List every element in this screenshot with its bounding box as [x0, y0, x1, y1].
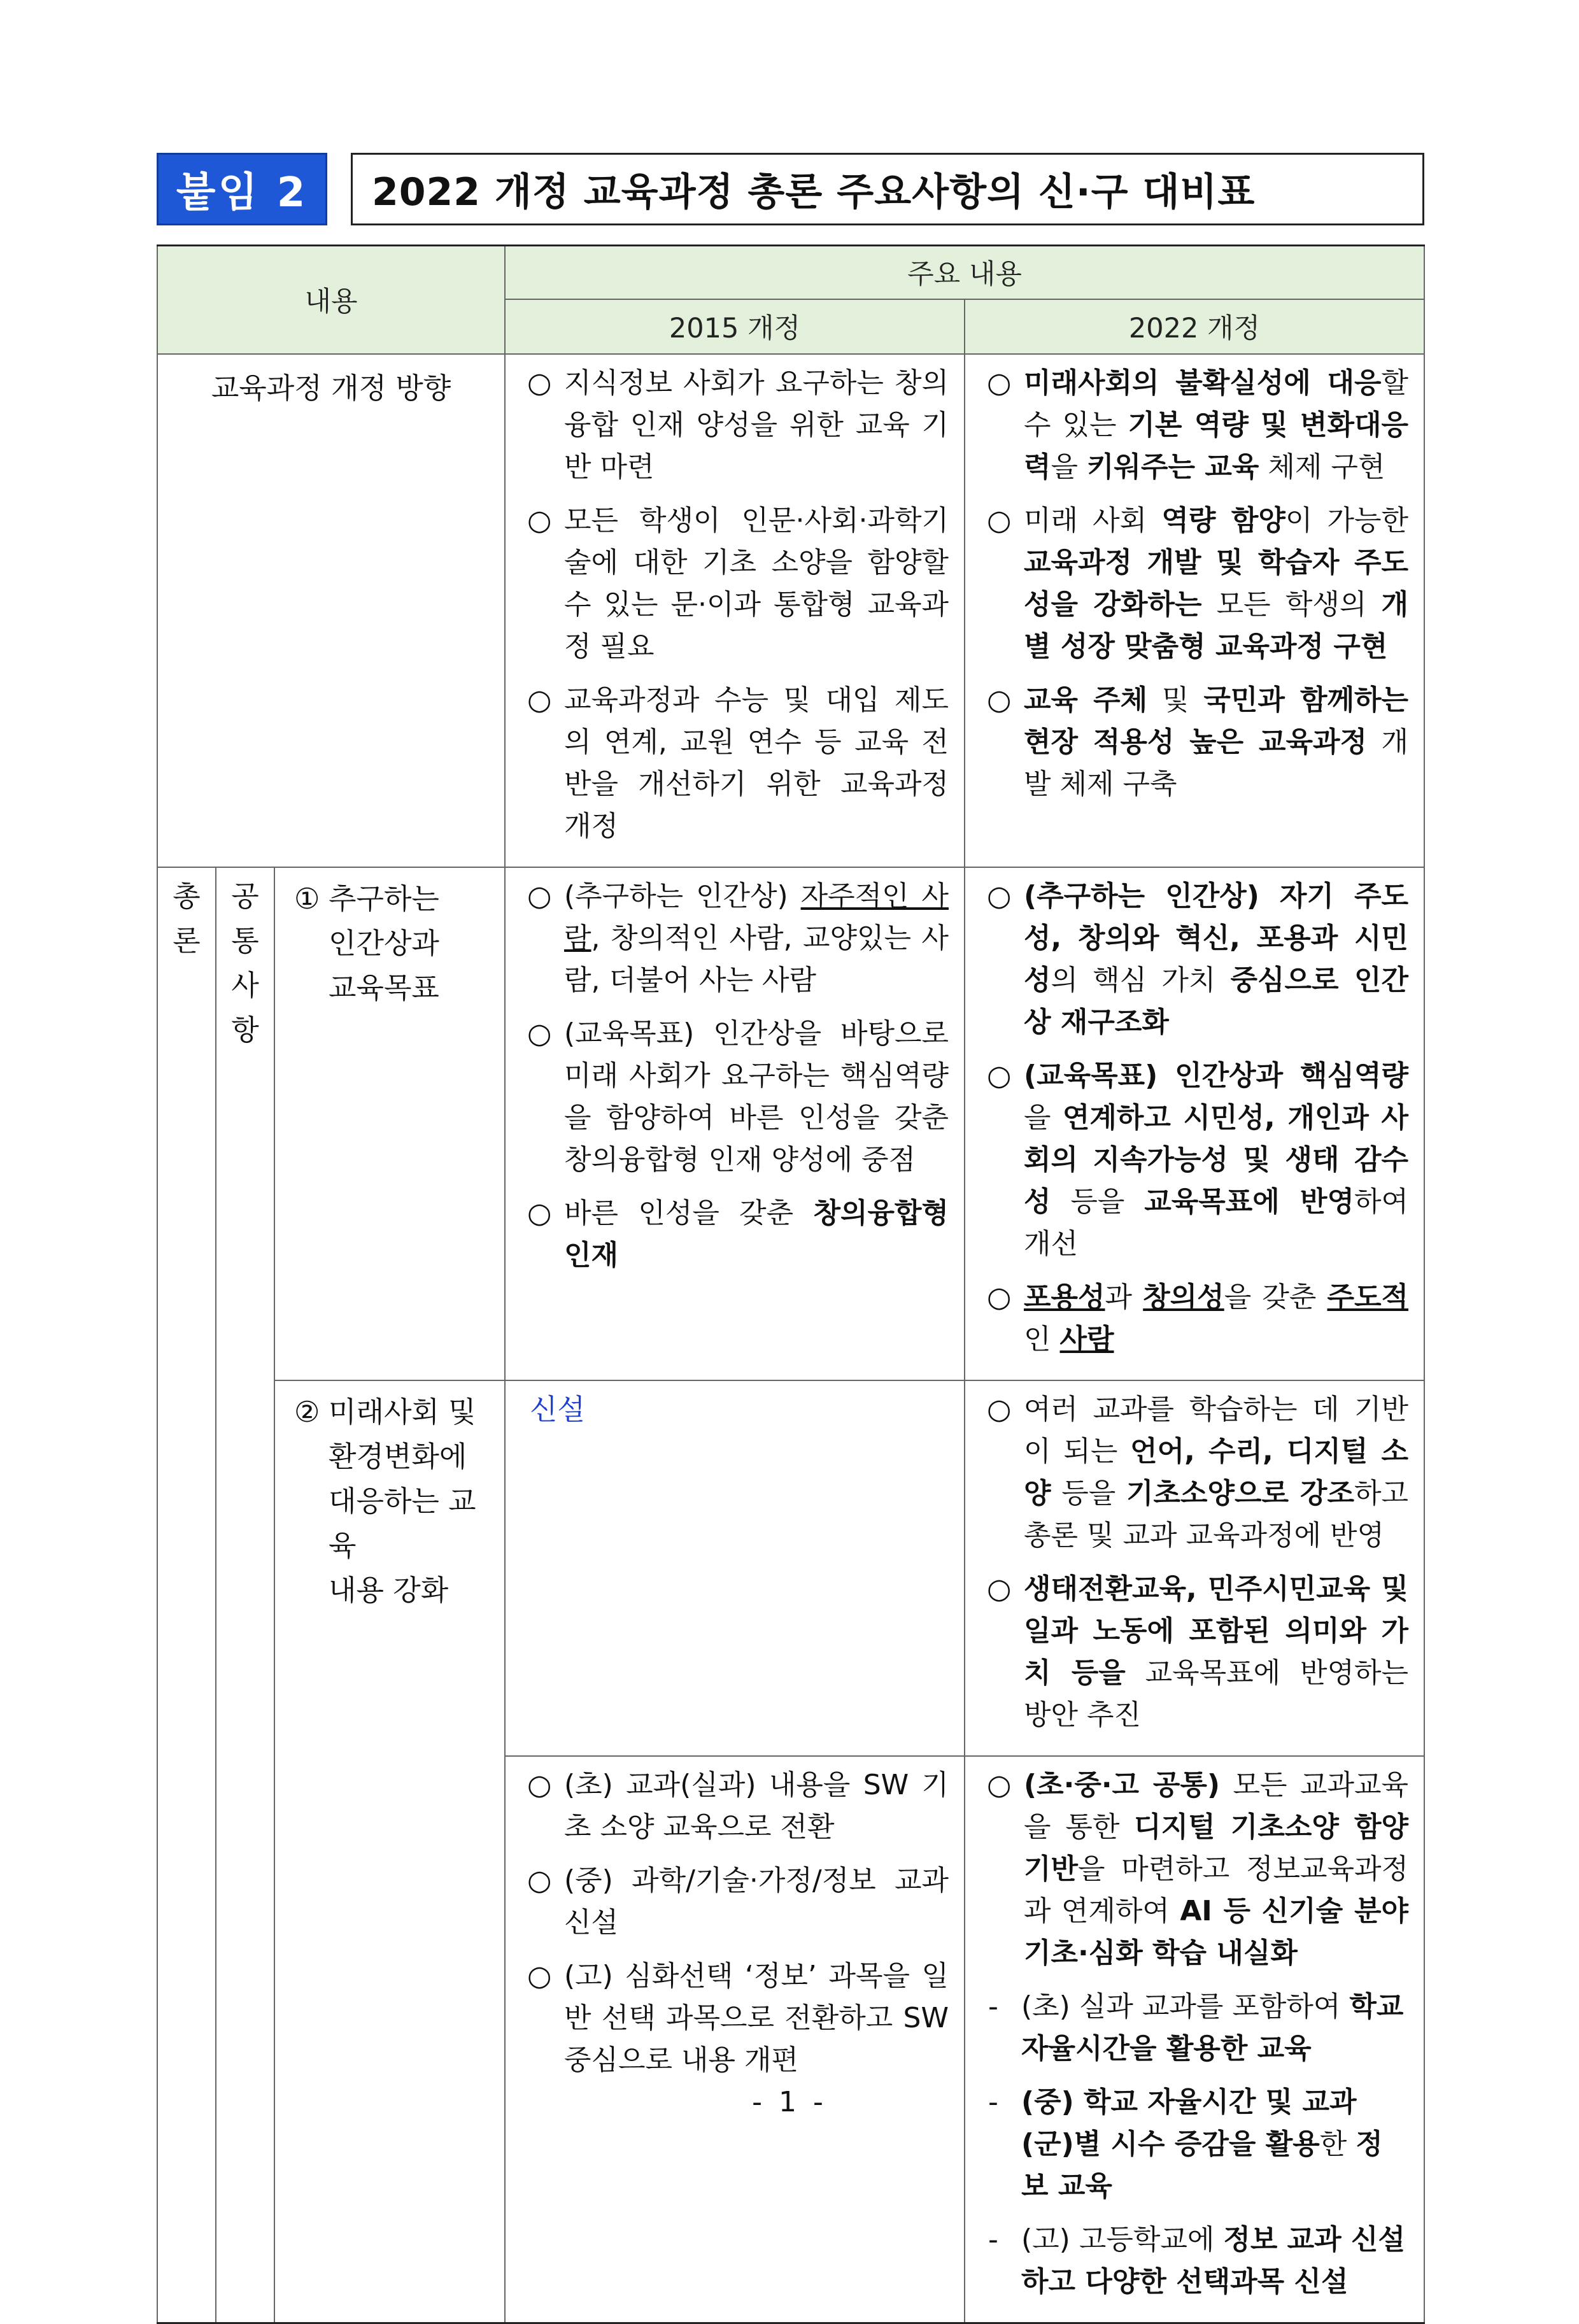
category-general: 총 론: [157, 867, 216, 2323]
list-item: ○ (초·중·고 공통) 모든 교과교육을 통한 디지털 기초소양 함양 기반을 마련하고 정보교육과정과 연계하여 AI 등 신기술 분야 기초·심화 학습 내실화: [987, 1768, 1409, 1969]
row-label-direction: 교육과정 개정 방향: [157, 354, 505, 867]
future-2022-cell: [965, 1380, 1424, 1756]
row-label-goal: ① 추구하는 인간상과 교육목표: [274, 867, 505, 1380]
future-2015-cell: [505, 1380, 965, 1756]
digital-2022-cell: [965, 1756, 1424, 2323]
list-item: ○ (중) 과학/기술·가정/정보 교과 신설: [527, 1864, 949, 1939]
page-number: - 1 -: [752, 2086, 827, 2118]
document-title: [351, 153, 1424, 225]
direction-2015-cell: [505, 354, 965, 867]
category-common: 공 통 사 항: [216, 867, 274, 2323]
sub-list-item: - (초) 실과 교과를 포함하여 학교 자율시간을 활용한 교육: [988, 1990, 1404, 2065]
sub-list-item: - (중) 학교 자율시간 및 교과(군)별 시수 증감을 활용한 정보 교육: [988, 2085, 1383, 2202]
header-content: 내용: [157, 246, 505, 354]
attachment-badge: 붙임 2: [157, 153, 327, 225]
goal-2022-cell: [965, 867, 1424, 1380]
sub-list-item: - (고) 고등학교에 정보 교과 신설하고 다양한 선택과목 신설: [988, 2223, 1405, 2298]
list-item: ○ 지식정보 사회가 요구하는 창의융합 인재 양성을 위한 교육 기반 마련: [527, 366, 949, 483]
list-item: ○ (고) 심화선택 ‘정보’ 과목을 일반 선택 과목으로 전환하고 SW 중심으로 내용 개편: [527, 1959, 949, 2076]
new-label: 신설: [530, 1392, 585, 1426]
table-row: [157, 1380, 1424, 1756]
list-item: ○ 교육과정과 수능 및 대입 제도의 연계, 교원 연수 등 교육 전반을 개선하기 위한 교육과정 개정: [527, 683, 949, 842]
header-2015: 2015 개정: [505, 299, 965, 354]
list-item: ○ (추구하는 인간상) 자기 주도성, 창의와 혁신, 포용과 시민성의 핵심 가치 중심으로 인간상 재구조화: [987, 879, 1409, 1038]
digital-2015-cell: [505, 1756, 965, 2323]
list-item: ○ 생태전환교육, 민주시민교육 및 일과 노동에 포함된 의미와 가치 등을 교육목표에 반영하는 방안 추진: [987, 1572, 1409, 1731]
list-item: ○ (추구하는 인간상) 자주적인 사람, 창의적인 사람, 교양있는 사람, 더불어 사는 사람: [527, 879, 949, 996]
list-item: ○ 바른 인성을 갖춘 창의융합형 인재: [527, 1196, 949, 1272]
list-item: ○ (초) 교과(실과) 내용을 SW 기초 소양 교육으로 전환: [527, 1768, 949, 1843]
list-item: ○ 미래사회의 불확실성에 대응할 수 있는 기본 역량 및 변화대응력을 키워주는 교육 체제 구현: [987, 366, 1409, 483]
direction-2022-cell: [965, 354, 1424, 867]
list-item: ○ (교육목표) 인간상과 핵심역량을 연계하고 시민성, 개인과 사회의 지속가능성 및 생태 감수성 등을 교육목표에 반영하여 개선: [987, 1059, 1409, 1260]
list-item: ○ (교육목표) 인간상을 바탕으로 미래 사회가 요구하는 핵심역량을 함양하여 바른 인성을 갖춘 창의융합형 인재 양성에 중점: [527, 1017, 949, 1176]
list-item: ○ 포용성과 창의성을 갖춘 주도적인 사람: [987, 1280, 1409, 1356]
table-row: [157, 867, 1424, 1380]
list-item: ○ 모든 학생이 인문·사회·과학기술에 대한 기초 소양을 함양할 수 있는 문·이과 통합형 교육과정 필요: [527, 504, 949, 663]
list-item: ○ 교육 주체 및 국민과 함께하는 현장 적용성 높은 교육과정 개발 체제 구축: [987, 683, 1409, 800]
header-2022: 2022 개정: [965, 299, 1424, 354]
header-main-content: 주요 내용: [505, 246, 1424, 299]
goal-2015-cell: [505, 867, 965, 1380]
table-row: [157, 354, 1424, 867]
list-item: ○ 여러 교과를 학습하는 데 기반이 되는 언어, 수리, 디지털 소양 등을 기초소양으로 강조하고 총론 및 교과 교육과정에 반영: [987, 1392, 1409, 1552]
comparison-table: [157, 244, 1425, 2324]
list-item: ○ 미래 사회 역량 함양이 가능한 교육과정 개발 및 학습자 주도성을 강화하는 모든 학생의 개별 성장 맞춤형 교육과정 구현: [987, 504, 1409, 663]
row-label-future: ② 미래사회 및 환경변화에 대응하는 교육 내용 강화: [274, 1380, 505, 2323]
document-title-text: 2022 개정 교육과정 총론 주요사항의 신·구 대비표: [372, 170, 1256, 215]
